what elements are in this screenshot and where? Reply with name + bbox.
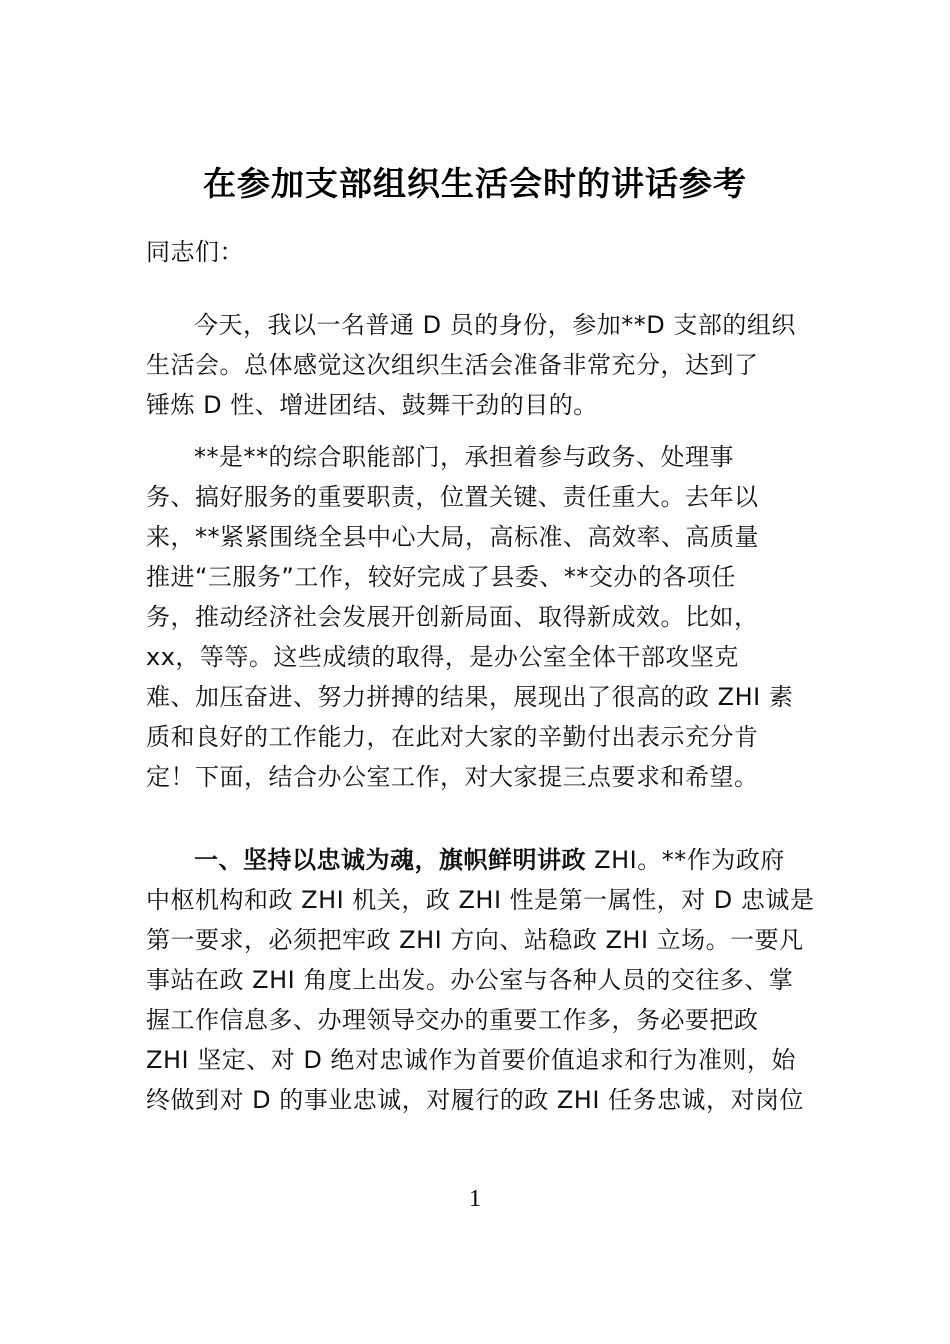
text-line: [146, 840, 816, 880]
text-line: 中枢机构和政 ZHI 机关，政 ZHI 性是第一属性，对 D 忠诚是: [146, 886, 815, 914]
text-line: 推进“三服务”工作，较好完成了县委、**交办的各项任: [146, 563, 736, 591]
text-line: 锤炼 D 性、增进团结、鼓舞干劲的目的。: [146, 391, 598, 419]
paragraph-2: [146, 437, 816, 797]
text-line: **是**的综合职能部门，承担着参与政务、处理事: [194, 443, 734, 471]
text-line: 质和良好的工作能力，在此对大家的辛勤付出表示充分肯: [146, 723, 759, 751]
text-line: 务，推动经济社会发展开创新局面、取得新成效。比如，: [146, 603, 759, 631]
text-line: ZHI 坚定、对 D 绝对忠诚作为首要价值追求和行为准则，始: [146, 1046, 796, 1074]
text-line: 第一要求，必须把牢政 ZHI 方向、站稳政 ZHI 立场。一要凡: [146, 926, 804, 954]
text-line: 来，**紧紧围绕全县中心大局，高标准、高效率、高质量: [146, 523, 759, 551]
text-line: 务、搞好服务的重要职责，位置关键、责任重大。去年以: [146, 483, 759, 511]
greeting: [146, 232, 816, 272]
text-line: 终做到对 D 的事业忠诚，对履行的政 ZHI 任务忠诚，对岗位: [146, 1086, 805, 1114]
text-line: 今天，我以一名普通 D 员的身份，参加**D 支部的组织: [194, 311, 796, 339]
paragraph-3: [146, 840, 816, 1120]
page-number: 1: [469, 1186, 481, 1212]
paragraph-1: [146, 305, 816, 425]
text-line: 定！下面，结合办公室工作，对大家提三点要求和希望。: [146, 763, 759, 791]
greeting-line: 同志们：: [146, 238, 244, 266]
document-title: 在参加支部组织生活会时的讲话参考: [203, 164, 747, 203]
section-heading: 一、坚持以忠诚为魂，旗帜鲜明讲政: [194, 846, 586, 874]
heading-continuation: ZHI。**作为政府: [586, 846, 785, 874]
text-line: 难、加压奋进、努力拼搏的结果，展现出了很高的政 ZHI 素: [146, 683, 794, 711]
text-line: 事站在政 ZHI 角度上出发。办公室与各种人员的交往多、掌: [146, 966, 794, 994]
text-line: 握工作信息多、办理领导交办的重要工作多，务必要把政: [146, 1006, 759, 1034]
text-line: 生活会。总体感觉这次组织生活会准备非常充分，达到了: [146, 351, 759, 379]
text-line: xx，等等。这些成绩的取得，是办公室全体干部攻坚克: [146, 643, 739, 671]
